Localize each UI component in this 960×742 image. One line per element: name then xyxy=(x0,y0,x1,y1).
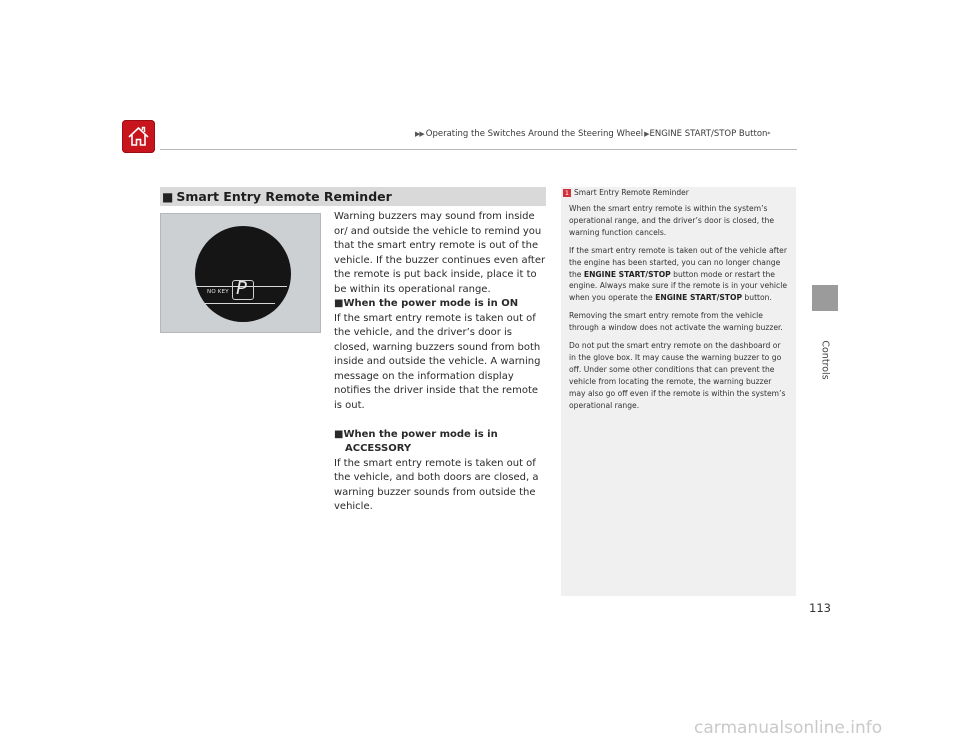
dial-line-lower xyxy=(205,303,275,304)
breadcrumb-item-switches[interactable]: Operating the Switches Around the Steering Wheel xyxy=(425,129,644,139)
note-paragraph-4: Do not put the smart entry remote on the dashboard or in the glove box. It may cause the warning buzzer to go off. Under some other conditions that can prevent the vehicle from locating the remote, the warning buzzer may also go off even if the remote is within the system’s operational range. xyxy=(569,341,786,410)
note-body xyxy=(569,203,789,418)
breadcrumb-arrow-icon: ▶▶ xyxy=(415,130,424,138)
subheading-accessory-line1: ■When the power mode is in xyxy=(334,428,498,440)
home-icon xyxy=(126,124,151,149)
section-title: Smart Entry Remote Reminder xyxy=(176,189,392,204)
display-illustration xyxy=(160,213,321,333)
breadcrumb-asterisk: * xyxy=(767,130,771,138)
meter-dial xyxy=(195,226,291,322)
breadcrumb-item-engine-button[interactable]: ENGINE START/STOP Button xyxy=(649,129,768,139)
subheading-accessory-line2: ACCESSORY xyxy=(345,443,412,454)
section-body xyxy=(334,210,547,515)
header-divider xyxy=(160,149,797,150)
note-title-text: Smart Entry Remote Reminder xyxy=(574,188,689,197)
note-number-badge: 1 xyxy=(564,188,570,197)
power-on-paragraph: If the smart entry remote is taken out of the vehicle, and the driver’s door is closed, warning buzzers sound from both inside and outside the vehicle. A warning message on the information display notifies the driver inside that the remote is out. xyxy=(334,312,541,411)
breadcrumb-separator-icon: ▶ xyxy=(644,130,649,138)
note-paragraph-2: If the smart entry remote is taken out of the vehicle after the engine has been started, you can no longer change the ENGINE START/STOP button mode or restart the engine. Always make sure if the remote is in your vehicle when you operate the ENGINE START/STOP button. xyxy=(569,245,787,303)
park-indicator: P xyxy=(236,278,247,299)
section-square-icon: ■ xyxy=(162,189,174,204)
chapter-tab[interactable] xyxy=(812,285,838,311)
accessory-paragraph: If the smart entry remote is taken out of the vehicle, and both doors are closed, a warning buzzer sounds from outside the vehicle. xyxy=(334,457,539,512)
section-heading xyxy=(160,187,546,206)
watermark: carmanualsonline.info xyxy=(694,718,883,738)
intro-paragraph: Warning buzzers may sound from inside or/ and outside the vehicle to remind you that the smart entry remote is out of the vehicle. If the buzzer continues even after the remote is put back inside, place it to be within its operational range. xyxy=(334,211,546,295)
page-number: 113 xyxy=(809,601,831,615)
note-title xyxy=(563,188,689,197)
chapter-label: Controls xyxy=(819,340,831,380)
no-key-indicator: NO KEY xyxy=(207,289,229,295)
subheading-power-on: ■When the power mode is in ON xyxy=(334,298,519,309)
home-button[interactable] xyxy=(122,120,155,153)
note-paragraph-1: When the smart entry remote is within the system’s operational range, and the driver’s door is closed, the warning function cancels. xyxy=(569,204,775,237)
breadcrumb xyxy=(415,129,770,139)
spacer xyxy=(334,413,547,428)
note-paragraph-3: Removing the smart entry remote from the vehicle through a window does not activate the warning buzzer. xyxy=(569,311,783,333)
